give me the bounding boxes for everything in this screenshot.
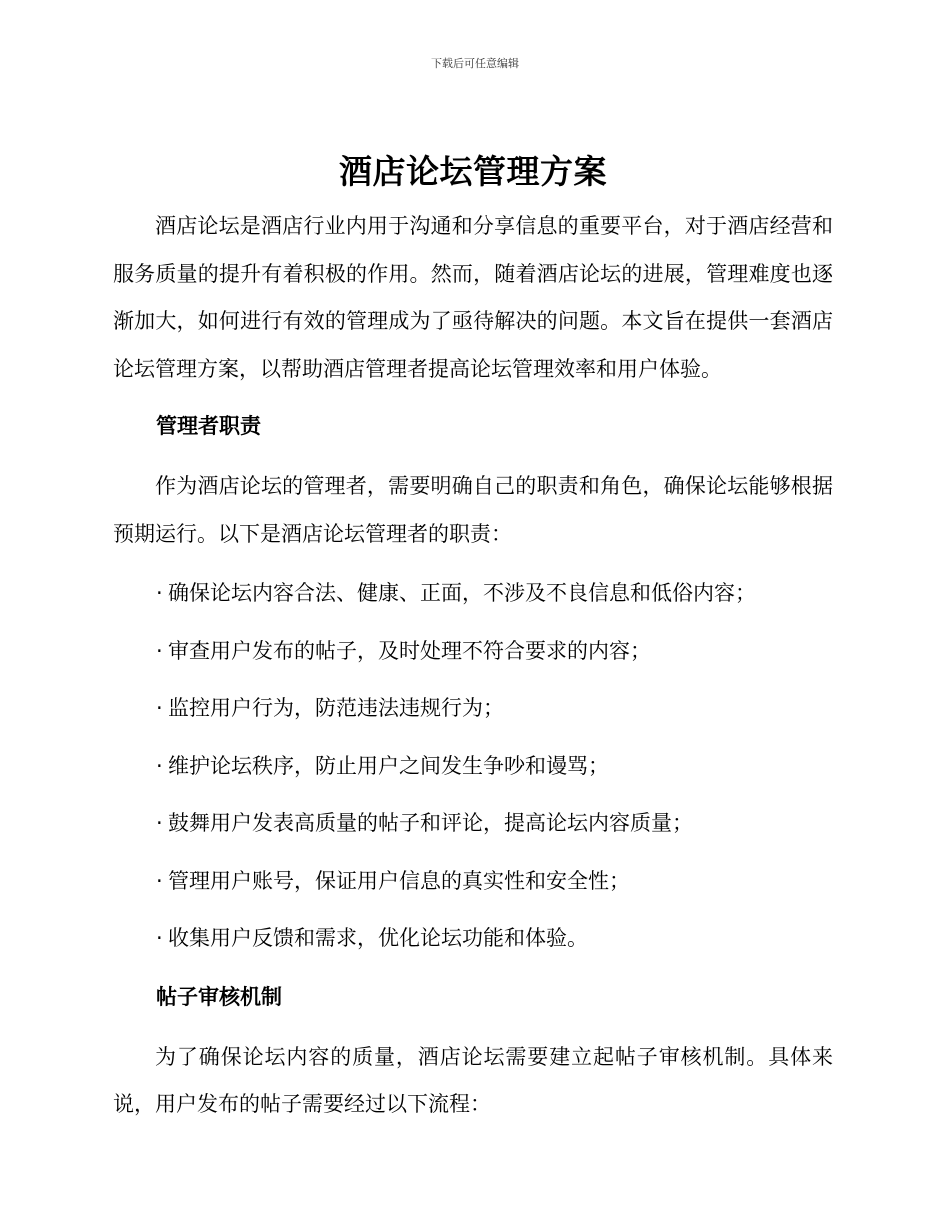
bullet-icon: · (156, 696, 163, 720)
list-item-text: 收集用户反馈和需求，优化论坛功能和体验。 (168, 926, 588, 950)
document-body (113, 150, 833, 1129)
list-item-text: 监控用户行为，防范违法违规行为； (168, 696, 504, 720)
bullet-icon: · (156, 581, 163, 605)
post-review-paragraph: 为了确保论坛内容的质量，酒店论坛需要建立起帖子审核机制。具体来说，用户发布的帖子需要经过以下流程： (113, 1044, 833, 1116)
list-item-text: 审查用户发布的帖子，及时处理不符合要求的内容； (168, 638, 651, 663)
list-item-text: 维护论坛秩序，防止用户之间发生争吵和谩骂； (168, 753, 609, 778)
list-item-text: 鼓舞用户发表高质量的帖子和评论，提高论坛内容质量； (168, 811, 693, 835)
list-item (113, 752, 833, 781)
header-note: 下载后可任意编辑 (431, 57, 519, 70)
list-item (113, 924, 833, 953)
section-heading-manager-duties: 管理者职责 (156, 414, 261, 438)
list-item (113, 867, 833, 896)
list-item (113, 694, 833, 723)
section-heading-post-review: 帖子审核机制 (156, 984, 282, 1009)
bullet-icon: · (156, 868, 163, 893)
intro-paragraph: 酒店论坛是酒店行业内用于沟通和分享信息的重要平台，对于酒店经营和服务质量的提升有着积极的作用。然而，随着酒店论坛的进展，管理难度也逐渐加大，如何进行有效的管理成为了亟待解决的问题。本文旨在提供一套酒店论坛管理方案，以帮助酒店管理者提高论坛管理效率和用户体验。 (113, 214, 833, 381)
bullet-icon: · (156, 926, 163, 950)
list-item (113, 809, 833, 838)
list-item (113, 579, 833, 608)
manager-duties-list (113, 579, 833, 953)
list-item-text: 管理用户账号，保证用户信息的真实性和安全性； (168, 868, 630, 893)
bullet-icon: · (156, 811, 163, 835)
bullet-icon: · (156, 753, 163, 778)
document-title: 酒店论坛管理方案 (339, 152, 607, 191)
list-item-text: 确保论坛内容合法、健康、正面，不涉及不良信息和低俗内容； (168, 581, 756, 605)
manager-duties-paragraph: 作为酒店论坛的管理者，需要明确自己的职责和角色，确保论坛能够根据预期运行。以下是酒店论坛管理者的职责： (113, 474, 833, 546)
bullet-icon: · (156, 638, 163, 663)
list-item (113, 637, 833, 666)
